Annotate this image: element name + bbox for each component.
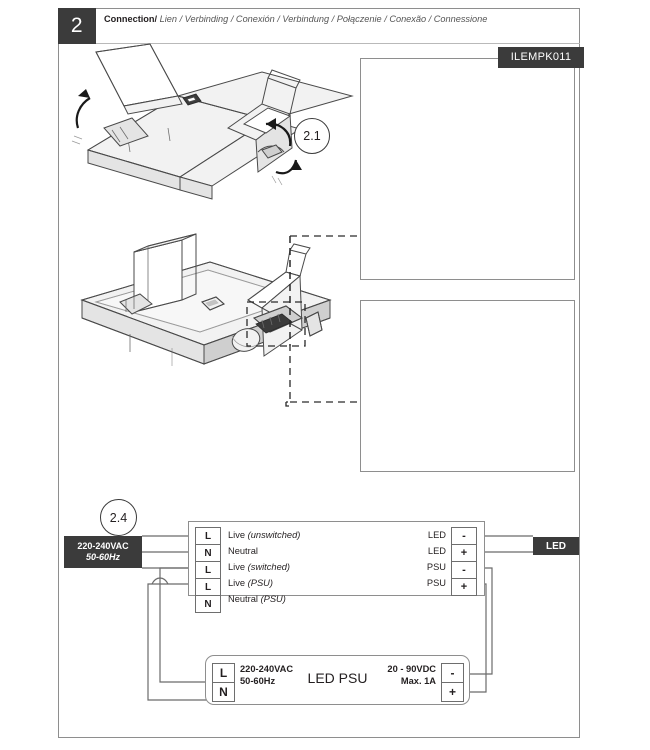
step-number-badge: 2	[58, 8, 96, 44]
header-divider	[96, 43, 580, 44]
section-header	[104, 9, 554, 29]
terminal-label-plain: Live	[228, 562, 248, 572]
terminal-cell[interactable]: -	[451, 527, 477, 545]
psu-input-frequency: 50-60Hz	[240, 676, 276, 686]
mains-frequency: 50-60Hz	[85, 552, 121, 562]
output-label: LED	[427, 530, 446, 540]
psu-output-terminals	[441, 663, 464, 702]
detail-panel-2-2	[360, 58, 575, 280]
detail-panel-2-3	[360, 300, 575, 472]
output-label: LED	[427, 546, 446, 556]
input-terminal-column	[195, 527, 221, 613]
terminal-label-plain: Neutral	[228, 546, 258, 556]
terminal-label	[228, 527, 378, 543]
mains-voltage: 220-240VAC	[77, 541, 129, 551]
terminal-label-italic: (PSU)	[260, 594, 286, 604]
output-label: PSU	[426, 578, 446, 588]
terminal-cell[interactable]: N	[195, 544, 221, 562]
terminal-cell[interactable]: L	[195, 527, 221, 545]
terminal-cell[interactable]: -	[441, 663, 464, 683]
terminal-cell[interactable]: +	[451, 578, 477, 596]
terminal-cell[interactable]: N	[195, 595, 221, 613]
psu-output-voltage: 20 - 90VDC	[387, 664, 436, 674]
terminal-label	[228, 575, 378, 591]
terminal-label-plain: Live	[228, 578, 248, 588]
terminal-cell[interactable]: L	[195, 578, 221, 596]
output-terminal-column	[451, 527, 477, 596]
terminal-label-italic: (unswitched)	[247, 530, 301, 540]
terminal-cell[interactable]: +	[451, 544, 477, 562]
header-primary-title: Connection/	[104, 14, 158, 24]
output-terminal-labels	[408, 527, 446, 591]
terminal-label-plain: Live	[228, 530, 248, 540]
terminal-cell[interactable]: -	[451, 561, 477, 579]
mains-supply-label	[64, 536, 142, 568]
output-label: PSU	[426, 562, 446, 572]
led-load-label: LED	[533, 537, 579, 555]
input-terminal-labels	[228, 527, 378, 607]
psu-input-voltage: 220-240VAC	[240, 664, 294, 674]
callout-2-4: 2.4	[100, 499, 137, 536]
psu-output-current: Max. 1A	[400, 676, 436, 686]
terminal-label-plain: Neutral	[228, 594, 261, 604]
terminal-cell[interactable]: L	[195, 561, 221, 579]
terminal-cell[interactable]: L	[212, 663, 235, 683]
header-translations: Lien / Verbinding / Conexión / Verbindung / Połączenie / Conexão / Connessione	[159, 14, 488, 24]
terminal-cell[interactable]: +	[441, 682, 464, 702]
psu-title: LED PSU	[307, 670, 368, 686]
part-number-label: ILEMPK011	[498, 47, 584, 68]
terminal-label	[228, 591, 378, 607]
terminal-label-italic: (PSU)	[247, 578, 273, 588]
callout-2-1: 2.1	[294, 118, 330, 154]
terminal-label-italic: (switched)	[247, 562, 291, 572]
terminal-cell[interactable]: N	[212, 682, 235, 702]
psu-output-rating	[373, 663, 436, 687]
terminal-label	[228, 543, 378, 559]
terminal-label	[228, 559, 378, 575]
